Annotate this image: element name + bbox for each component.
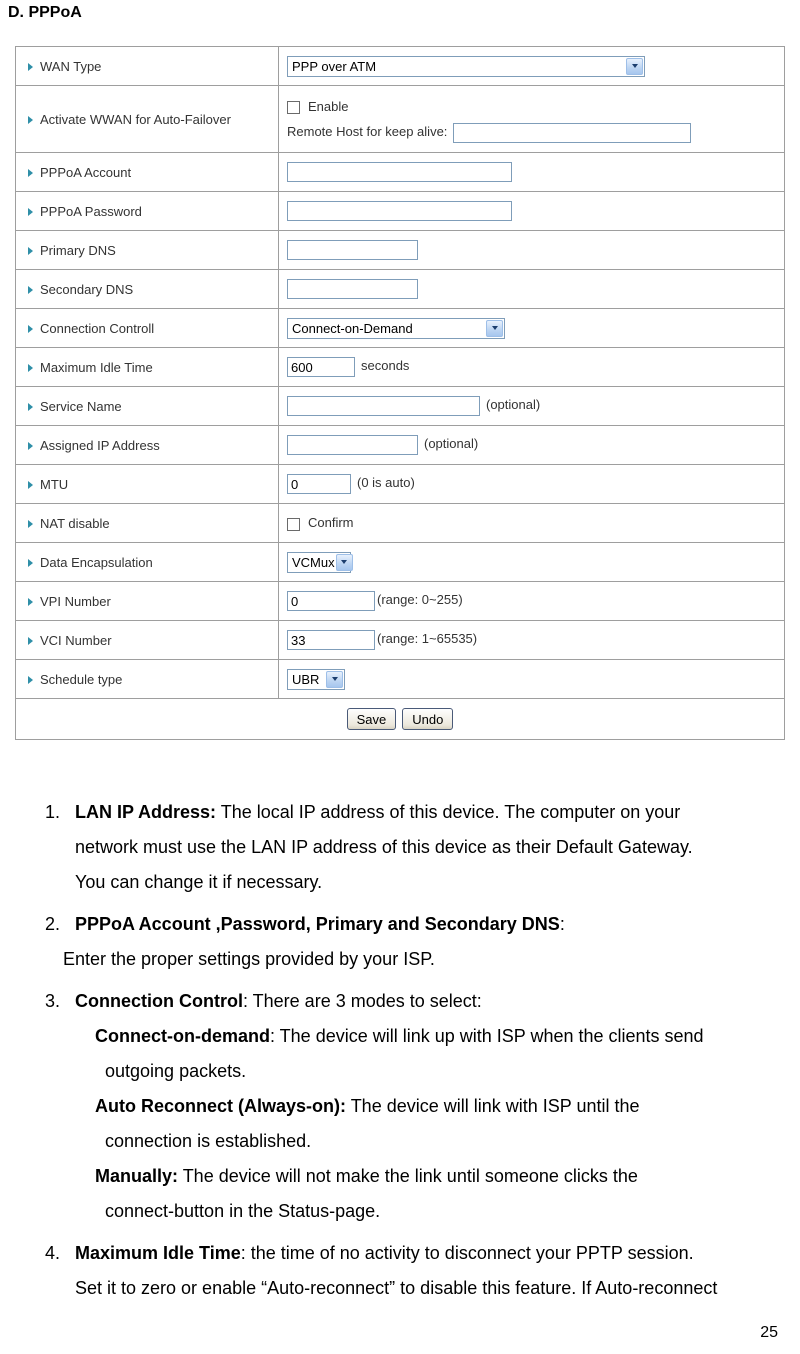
note-line: connect-button in the Status-page. bbox=[105, 1201, 381, 1221]
keepalive-label: Remote Host for keep alive: bbox=[287, 124, 448, 140]
data-encapsulation-selected-value: VCMux bbox=[292, 554, 335, 570]
bullet-arrow-icon bbox=[28, 520, 33, 528]
note-line: LAN IP Address: The local IP address of this device. The computer on your bbox=[75, 802, 681, 822]
pppoa-password-label: PPPoA Password bbox=[40, 203, 142, 219]
bullet-arrow-icon bbox=[28, 481, 33, 489]
keepalive-host-input[interactable] bbox=[453, 123, 691, 143]
note-line: network must use the LAN IP address of this device as their Default Gateway. bbox=[75, 837, 693, 857]
schedule-type-selected-value: UBR bbox=[292, 671, 320, 687]
bullet-arrow-icon bbox=[28, 637, 33, 645]
max-idle-suffix: seconds bbox=[361, 358, 410, 374]
vci-input[interactable] bbox=[287, 630, 375, 650]
vpi-suffix: (range: 0~255) bbox=[377, 592, 463, 608]
note-pppoa-account bbox=[45, 907, 765, 977]
save-button[interactable]: Save bbox=[347, 708, 397, 730]
note-line: You can change it if necessary. bbox=[75, 872, 323, 892]
note-lan-ip bbox=[45, 795, 765, 900]
schedule-type-select[interactable] bbox=[287, 669, 345, 690]
row-max-idle-time bbox=[16, 348, 785, 387]
row-nat-disable bbox=[16, 504, 785, 543]
pppoa-account-input[interactable] bbox=[287, 162, 512, 182]
mtu-suffix: (0 is auto) bbox=[357, 475, 415, 491]
mtu-input[interactable] bbox=[287, 474, 351, 494]
primary-dns-input[interactable] bbox=[287, 240, 418, 260]
note-line: Enter the proper settings provided by your ISP. bbox=[63, 949, 435, 969]
note-connection-control bbox=[45, 984, 765, 1229]
wan-type-label: WAN Type bbox=[40, 58, 102, 74]
bullet-arrow-icon bbox=[28, 442, 33, 450]
mtu-label: MTU bbox=[40, 476, 69, 492]
note-number: 2. bbox=[45, 914, 61, 934]
undo-button[interactable]: Undo bbox=[402, 708, 453, 730]
bullet-arrow-icon bbox=[28, 676, 33, 684]
wan-type-select[interactable] bbox=[287, 56, 645, 77]
note-line: Manually: The device will not make the link until someone clicks the bbox=[95, 1166, 638, 1186]
note-number: 4. bbox=[45, 1243, 61, 1263]
wan-type-selected-value: PPP over ATM bbox=[292, 58, 377, 74]
page-number: 25 bbox=[760, 1324, 778, 1341]
bullet-arrow-icon bbox=[28, 169, 33, 177]
secondary-dns-label: Secondary DNS bbox=[40, 281, 134, 297]
row-buttons bbox=[16, 699, 785, 740]
nat-disable-label: NAT disable bbox=[40, 515, 110, 531]
wwan-enable-label: Enable bbox=[308, 98, 349, 114]
note-line: connection is established. bbox=[105, 1131, 312, 1151]
row-wwan-failover bbox=[16, 86, 785, 153]
page-title: D. PPPoA bbox=[8, 4, 82, 21]
row-vpi-number bbox=[16, 582, 785, 621]
max-idle-input[interactable] bbox=[287, 357, 355, 377]
bullet-arrow-icon bbox=[28, 63, 33, 71]
row-primary-dns bbox=[16, 231, 785, 270]
assigned-ip-label: Assigned IP Address bbox=[40, 437, 160, 453]
connection-control-select[interactable] bbox=[287, 318, 505, 339]
vpi-input[interactable] bbox=[287, 591, 375, 611]
bullet-arrow-icon bbox=[28, 286, 33, 294]
bullet-arrow-icon bbox=[28, 364, 33, 372]
note-line: PPPoA Account ,Password, Primary and Secondary DNS: bbox=[75, 914, 565, 934]
bullet-arrow-icon bbox=[28, 208, 33, 216]
note-number: 3. bbox=[45, 991, 61, 1011]
secondary-dns-input[interactable] bbox=[287, 279, 418, 299]
nat-disable-checkbox[interactable] bbox=[287, 518, 300, 531]
note-line: Maximum Idle Time: the time of no activity to disconnect your PPTP session. bbox=[75, 1243, 694, 1263]
note-max-idle-time bbox=[45, 1236, 765, 1306]
pppoa-account-label: PPPoA Account bbox=[40, 164, 132, 180]
service-name-input[interactable] bbox=[287, 396, 480, 416]
note-number: 1. bbox=[45, 802, 61, 822]
assigned-ip-suffix: (optional) bbox=[424, 436, 479, 452]
row-pppoa-password bbox=[16, 192, 785, 231]
note-line: Set it to zero or enable “Auto-reconnect” to disable this feature. If Auto-reconnect bbox=[75, 1278, 718, 1298]
row-data-encapsulation bbox=[16, 543, 785, 582]
notes-section bbox=[45, 795, 765, 1313]
chevron-down-icon bbox=[486, 320, 503, 337]
chevron-down-icon bbox=[336, 554, 353, 571]
bullet-arrow-icon bbox=[28, 116, 33, 124]
pppoa-password-input[interactable] bbox=[287, 201, 512, 221]
note-line: outgoing packets. bbox=[105, 1061, 247, 1081]
bullet-arrow-icon bbox=[28, 598, 33, 606]
row-mtu bbox=[16, 465, 785, 504]
nat-disable-confirm-label: Confirm bbox=[308, 515, 354, 531]
wwan-enable-checkbox[interactable] bbox=[287, 101, 300, 114]
service-name-label: Service Name bbox=[40, 398, 122, 414]
primary-dns-label: Primary DNS bbox=[40, 242, 116, 258]
vpi-label: VPI Number bbox=[40, 593, 111, 609]
bullet-arrow-icon bbox=[28, 403, 33, 411]
bullet-arrow-icon bbox=[28, 325, 33, 333]
note-line: Connection Control: There are 3 modes to select: bbox=[75, 991, 482, 1011]
max-idle-label: Maximum Idle Time bbox=[40, 359, 153, 375]
row-assigned-ip bbox=[16, 426, 785, 465]
row-vci-number bbox=[16, 621, 785, 660]
data-encapsulation-label: Data Encapsulation bbox=[40, 554, 153, 570]
data-encapsulation-select[interactable] bbox=[287, 552, 351, 573]
chevron-down-icon bbox=[326, 671, 343, 688]
bullet-arrow-icon bbox=[28, 559, 33, 567]
row-pppoa-account bbox=[16, 153, 785, 192]
wwan-failover-label: Activate WWAN for Auto-Failover bbox=[40, 111, 231, 127]
row-secondary-dns bbox=[16, 270, 785, 309]
note-line: Auto Reconnect (Always-on): The device will link with ISP until the bbox=[95, 1096, 640, 1116]
schedule-type-label: Schedule type bbox=[40, 671, 123, 687]
row-schedule-type bbox=[16, 660, 785, 699]
assigned-ip-input[interactable] bbox=[287, 435, 418, 455]
row-wan-type bbox=[16, 47, 785, 86]
row-service-name bbox=[16, 387, 785, 426]
chevron-down-icon bbox=[626, 58, 643, 75]
vci-suffix: (range: 1~65535) bbox=[377, 631, 478, 647]
connection-control-label: Connection Controll bbox=[40, 320, 155, 336]
row-connection-control bbox=[16, 309, 785, 348]
note-line: Connect-on-demand: The device will link up with ISP when the clients send bbox=[95, 1026, 704, 1046]
vci-label: VCI Number bbox=[40, 632, 112, 648]
connection-control-selected-value: Connect-on-Demand bbox=[292, 320, 413, 336]
bullet-arrow-icon bbox=[28, 247, 33, 255]
pppoa-settings-table bbox=[15, 46, 785, 740]
service-name-suffix: (optional) bbox=[486, 397, 541, 413]
